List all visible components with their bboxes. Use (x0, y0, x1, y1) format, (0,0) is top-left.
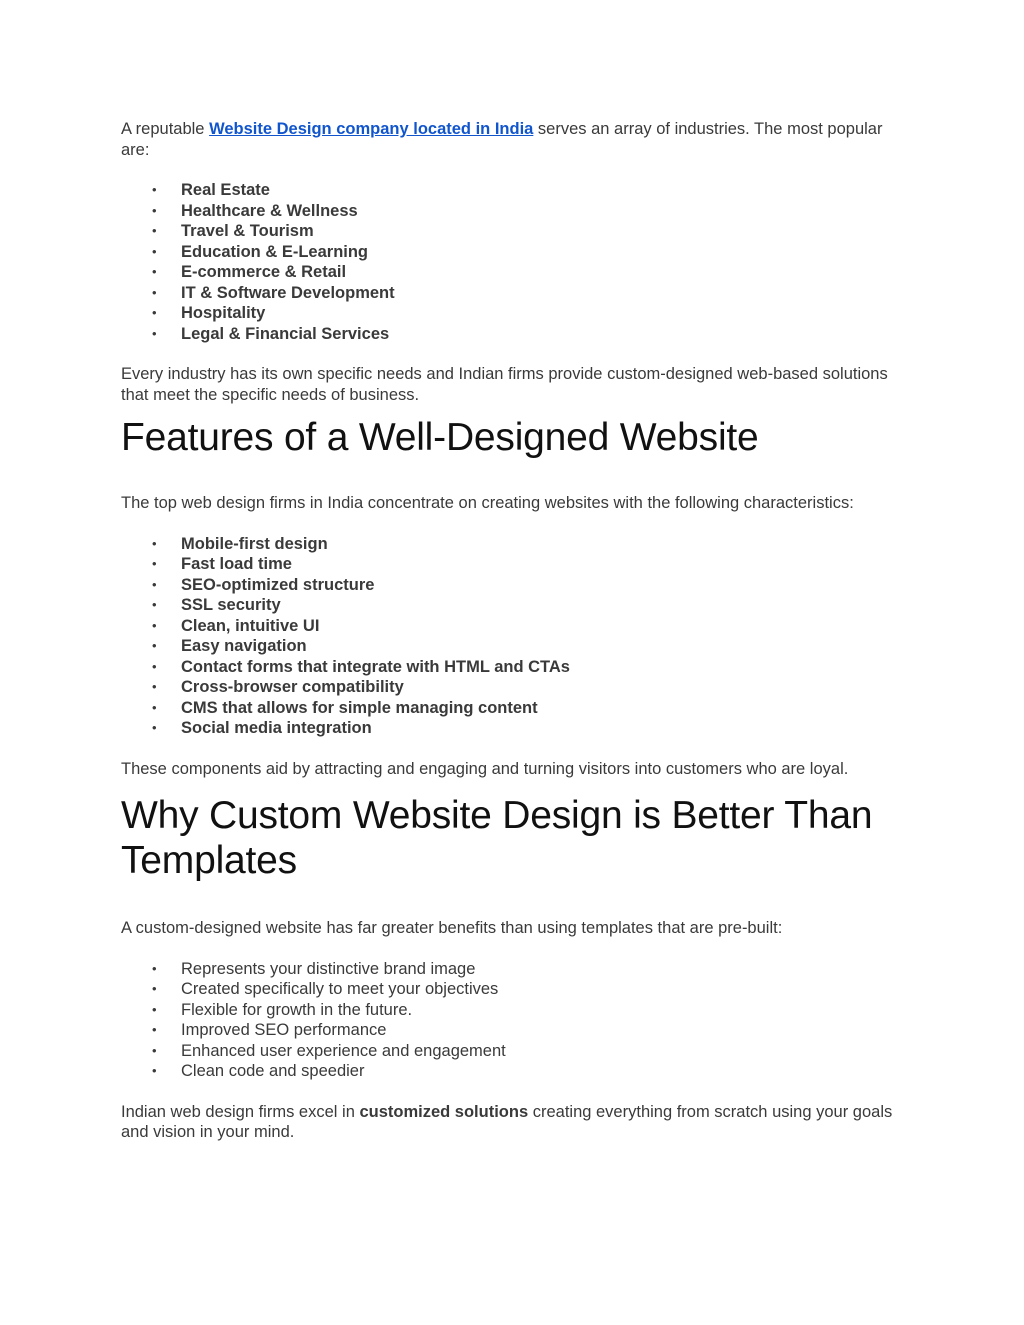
list-item: • SSL security (152, 596, 281, 614)
bullet-icon: • (152, 223, 157, 238)
bullet-icon: • (152, 182, 157, 197)
list-item: • IT & Software Development (152, 283, 395, 302)
industries-note: Every industry has its own specific needs and Indian firms provide custom-designed web-based solutions that meet the specific needs of business. (121, 365, 888, 404)
list-item: • Clean code and speedier (152, 1062, 365, 1080)
features-list (121, 534, 911, 739)
bullet-icon: • (152, 202, 157, 218)
list-item: • Enhanced user experience and engagement (152, 1041, 506, 1060)
features-intro: The top web design firms in India concentrate on creating websites with the following characteristics: (121, 494, 854, 512)
custom-outro-bold: customized solutions (359, 1102, 529, 1121)
list-item: • Contact forms that integrate with HTML and CTAs (152, 657, 570, 676)
bullet-icon: • (152, 699, 157, 715)
bullet-icon: • (152, 576, 157, 592)
bullet-icon: • (152, 556, 157, 571)
features-heading: Features of a Well-Designed Website (121, 416, 759, 459)
bullet-icon: • (152, 325, 157, 341)
list-item: • Easy navigation (152, 637, 307, 655)
list-item: • Created specifically to meet your objectives (152, 980, 499, 998)
intro-text-before: A reputable (121, 120, 210, 138)
list-item: • Clean, intuitive UI (152, 616, 320, 635)
list-item: • Social media integration (152, 719, 372, 737)
list-item: • Improved SEO performance (152, 1021, 387, 1039)
intro-text-after: serves an array of industries. The most popular are: (121, 120, 883, 159)
custom-intro: A custom-designed website has far greater benefits than using templates that are pre-built: (121, 919, 783, 937)
bullet-icon: • (152, 264, 157, 279)
list-item: • Fast load time (152, 555, 292, 573)
list-item: • Cross-browser compatibility (152, 678, 404, 696)
bullet-icon: • (152, 720, 157, 735)
list-item: • Legal & Financial Services (152, 324, 390, 343)
bullet-icon: • (152, 243, 157, 259)
bullet-icon: • (152, 1042, 157, 1058)
bullet-icon: • (152, 284, 157, 300)
website-design-link[interactable]: Website Design company located in India (209, 120, 534, 138)
list-item: • Flexible for growth in the future. (152, 1000, 413, 1019)
list-item: • Healthcare & Wellness (152, 201, 358, 220)
custom-outro-before: Indian web design firms excel in (121, 1102, 360, 1121)
bullet-icon: • (152, 1063, 157, 1078)
bullet-icon: • (152, 597, 157, 612)
custom-heading: Why Custom Website Design is Better Than Templates (121, 794, 873, 882)
industries-list (121, 180, 911, 344)
list-item: • Real Estate (152, 181, 270, 199)
list-item: • Hospitality (152, 304, 266, 322)
features-outro: These components aid by attracting and engaging and turning visitors into customers who are loyal. (121, 759, 849, 778)
bullet-icon: • (152, 638, 157, 653)
bullet-icon: • (152, 535, 157, 551)
custom-outro-after: creating everything from scratch using your goals and vision in your mind. (121, 1102, 893, 1141)
bullet-icon: • (152, 981, 157, 996)
list-item: • SEO-optimized structure (152, 575, 375, 594)
list-item: • Represents your distinctive brand image (152, 959, 476, 978)
document-page (121, 119, 911, 1143)
list-item: • Travel & Tourism (152, 222, 314, 240)
list-item: • Education & E-Learning (152, 242, 369, 261)
custom-outro (121, 1102, 911, 1143)
list-item: • E-commerce & Retail (152, 263, 347, 281)
bullet-icon: • (152, 960, 157, 976)
bullet-icon: • (152, 1022, 157, 1037)
bullet-icon: • (152, 305, 157, 320)
bullet-icon: • (152, 658, 157, 674)
intro-paragraph (121, 119, 911, 160)
custom-benefits-list (121, 959, 911, 1082)
list-item: • CMS that allows for simple managing content (152, 698, 538, 717)
list-item: • Mobile-first design (152, 534, 328, 553)
bullet-icon: • (152, 1001, 157, 1017)
bullet-icon: • (152, 617, 157, 633)
bullet-icon: • (152, 679, 157, 694)
